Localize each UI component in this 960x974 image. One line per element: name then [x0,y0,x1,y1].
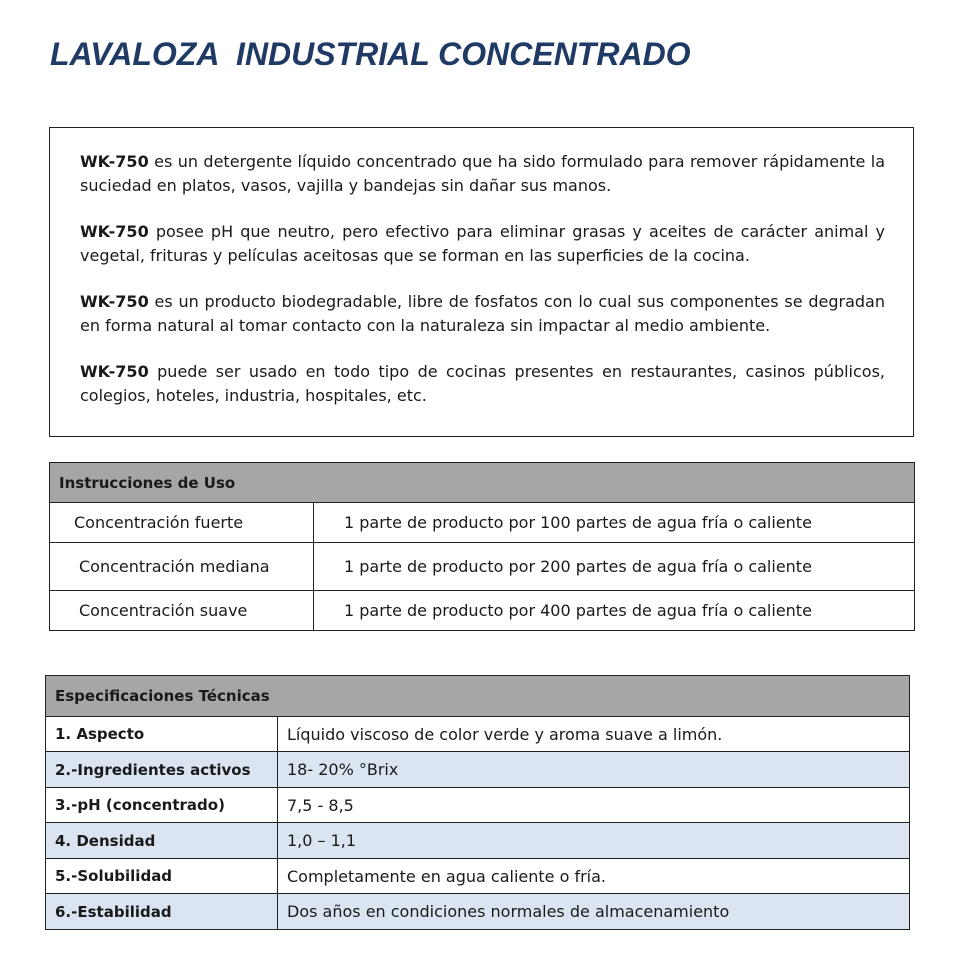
specs-table [45,675,910,930]
instruction-value: 1 parte de producto por 100 partes de agua fría o caliente [314,503,915,543]
product-code: WK-750 [80,222,149,241]
instruction-value: 1 parte de producto por 200 partes de agua fría o caliente [314,543,915,591]
table-row [46,894,910,930]
spec-key: 5.-Solubilidad [46,859,278,894]
spec-key: 1. Aspecto [46,717,278,752]
description-paragraph [80,150,885,198]
specs-header-row [46,676,910,717]
description-text: es un producto biodegradable, libre de fosfatos con lo cual sus componentes se degradan en forma natural al tomar contacto con la naturaleza sin impactar al medio ambiente. [80,292,885,335]
spec-key: 2.-Ingredientes activos [46,752,278,788]
table-row [50,591,915,631]
spec-value: Líquido viscoso de color verde y aroma suave a limón. [278,717,910,752]
instructions-header-row [50,463,915,503]
table-row [46,859,910,894]
description-paragraph [80,290,885,338]
table-row [46,717,910,752]
spec-value: 1,0 – 1,1 [278,823,910,859]
specs-header: Especificaciones Técnicas [46,676,910,717]
spec-key: 6.-Estabilidad [46,894,278,930]
instruction-label: Concentración mediana [50,543,314,591]
table-row [50,543,915,591]
table-row [46,823,910,859]
instructions-table [49,462,915,631]
spec-key: 4. Densidad [46,823,278,859]
instructions-header: Instrucciones de Uso [50,463,915,503]
instruction-label: Concentración fuerte [50,503,314,543]
instruction-label: Concentración suave [50,591,314,631]
page-title: LAVALOZA INDUSTRIAL CONCENTRADO [50,36,691,72]
table-row [50,503,915,543]
description-text: posee pH que neutro, pero efectivo para eliminar grasas y aceites de carácter animal y vegetal, frituras y películas aceitosas que se forman en las superficies de la cocina. [80,222,885,265]
product-code: WK-750 [80,152,149,171]
spec-value: 7,5 - 8,5 [278,788,910,823]
instruction-value: 1 parte de producto por 400 partes de agua fría o caliente [314,591,915,631]
table-row [46,752,910,788]
product-code: WK-750 [80,292,149,311]
spec-value: Completamente en agua caliente o fría. [278,859,910,894]
description-paragraph [80,220,885,268]
description-paragraph [80,360,885,408]
description-text: es un detergente líquido concentrado que ha sido formulado para remover rápidamente la suciedad en platos, vasos, vajilla y bandejas sin dañar sus manos. [80,152,885,195]
description-text: puede ser usado en todo tipo de cocinas presentes en restaurantes, casinos públicos, colegios, hoteles, industria, hospitales, etc. [80,362,885,405]
spec-value: Dos años en condiciones normales de almacenamiento [278,894,910,930]
spec-key: 3.-pH (concentrado) [46,788,278,823]
table-row [46,788,910,823]
spec-value: 18- 20% °Brix [278,752,910,788]
description-box [49,127,914,437]
product-code: WK-750 [80,362,149,381]
